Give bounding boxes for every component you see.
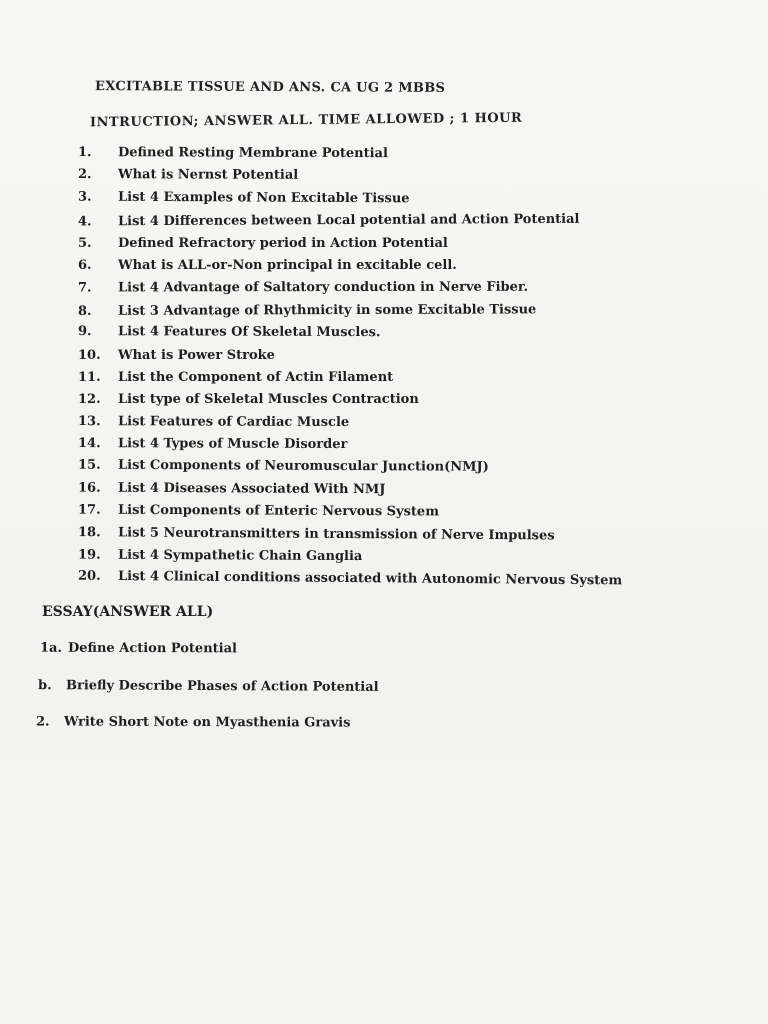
essay-heading: ESSAY(ANSWER ALL)	[42, 604, 214, 620]
question-number: 16.	[77, 480, 101, 496]
essay-text: Write Short Note on Myasthenia Gravis	[63, 714, 351, 731]
question-item	[78, 348, 622, 370]
question-text: List 5 Neurotransmitters in transmission of Nerve Impulses	[117, 525, 555, 544]
question-text: List 3 Advantage of Rhythmicity in some Excitable Tissue	[117, 302, 537, 319]
question-item	[78, 370, 622, 392]
question-item	[78, 503, 622, 528]
question-text: List 4 Sympathetic Chain Ganglia	[117, 547, 363, 565]
question-number: 13.	[77, 413, 101, 429]
question-item	[78, 324, 622, 348]
essay-item	[40, 641, 237, 657]
question-text: List type of Skeletal Muscles Contraction	[118, 392, 419, 408]
question-number: 9.	[77, 324, 92, 340]
essay-item	[38, 678, 379, 695]
question-number: 4.	[77, 214, 92, 230]
question-number: 20.	[77, 569, 101, 585]
question-item	[78, 525, 622, 551]
question-text: List 4 Clinical conditions associated with Autonomic Nervous System	[117, 569, 623, 589]
question-item	[78, 458, 622, 483]
question-text: List Features of Cardiac Muscle	[117, 413, 350, 430]
question-text: What is ALL-or-Non principal in excitable cell.	[118, 257, 457, 273]
question-item	[78, 302, 622, 326]
question-text: List 4 Types of Muscle Disorder	[117, 436, 348, 453]
question-number: 5.	[78, 235, 92, 251]
question-text: List 4 Differences between Local potential and Action Potential	[117, 211, 580, 230]
question-number: 19.	[77, 547, 101, 563]
question-item	[78, 145, 622, 169]
question-number: 6.	[78, 257, 92, 273]
question-item	[78, 280, 622, 303]
essay-label: 1a.	[39, 640, 63, 656]
question-number: 8.	[77, 303, 92, 319]
question-text: List 4 Diseases Associated With NMJ	[117, 480, 386, 498]
question-number: 10.	[78, 347, 101, 363]
question-list	[78, 146, 622, 594]
question-number: 12.	[78, 392, 101, 408]
exam-instruction: INTRUCTION; ANSWER ALL. TIME ALLOWED ; 1 HOUR	[89, 110, 523, 131]
question-item	[78, 212, 622, 237]
question-item	[78, 236, 622, 258]
question-number: 18.	[77, 524, 101, 540]
question-text: Defined Refractory period in Action Potential	[118, 235, 448, 251]
question-item	[78, 392, 622, 414]
question-text: List Components of Enteric Nervous System	[117, 503, 440, 520]
question-number: 3.	[77, 189, 92, 205]
question-number: 15.	[77, 458, 101, 474]
essay-label: 2.	[35, 714, 50, 730]
question-item	[78, 436, 622, 460]
question-text: List the Component of Actin Filament	[118, 369, 394, 385]
essay-text: Briefly Describe Phases of Action Potential	[65, 678, 379, 695]
question-number: 14.	[77, 436, 101, 452]
question-item	[78, 167, 622, 191]
essay-text: Define Action Potential	[67, 640, 237, 657]
question-number: 2.	[77, 167, 92, 183]
question-number: 1.	[77, 145, 92, 161]
exam-title: EXCITABLE TISSUE AND ANS. CA UG 2 MBBS	[94, 79, 446, 96]
question-number: 17.	[77, 502, 101, 518]
question-item	[78, 189, 622, 214]
question-text: List 4 Examples of Non Excitable Tissue	[117, 189, 410, 207]
question-text: Defined Resting Membrane Potential	[117, 145, 388, 162]
question-text: List 4 Advantage of Saltatory conduction in Nerve Fiber.	[117, 280, 529, 296]
question-text: List Components of Neuromuscular Junction(NMJ)	[117, 458, 489, 476]
essay-item	[36, 714, 351, 730]
question-text: What is Power Stroke	[118, 347, 275, 363]
question-item	[78, 414, 622, 438]
question-item	[78, 569, 622, 596]
question-text: What is Nernst Potential	[117, 167, 299, 184]
question-item	[78, 258, 622, 280]
question-number: 7.	[77, 280, 92, 296]
question-number: 11.	[78, 369, 101, 385]
essay-label: b.	[37, 678, 52, 694]
question-text: List 4 Features Of Skeletal Muscles.	[117, 324, 381, 341]
question-item	[78, 480, 622, 505]
